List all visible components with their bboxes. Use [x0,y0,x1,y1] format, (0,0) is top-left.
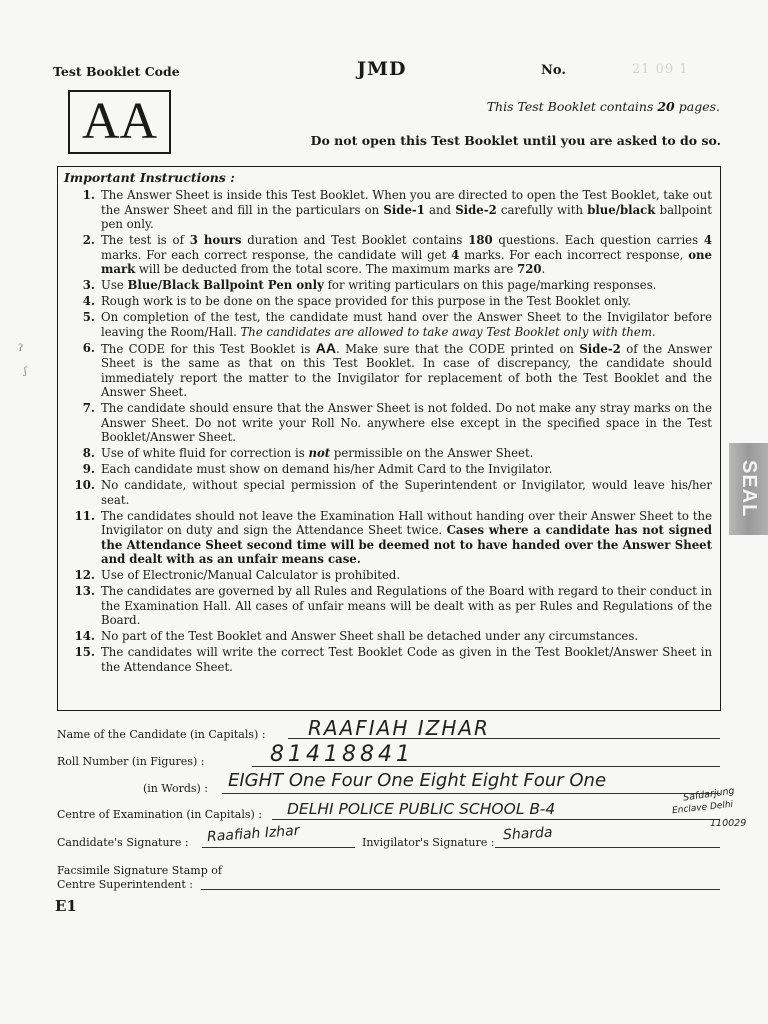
centre-extra-1: Safdarjung [682,785,736,804]
instruction-text: No candidate, without special permission of the Superintendent or Invigilator, would leave his/her seat. [101,478,712,507]
instruction-text: The CODE for this Test Booklet is AA. Make sure that the CODE printed on Side-2 of the Answer Sheet is the same as that on this Test Booklet. In case of discrepancy, the candidate should immediately report the matter to the Invigilator for replacement of both the Test Booklet and the Answer Sheet. [101,339,712,399]
instruction-number: 13. [74,584,95,598]
instruction-text: On completion of the test, the candidate must hand over the Answer Sheet to the Invigilator before leaving the Room/Hall. The candidates are allowed to take away Test Booklet only with them. [101,310,712,339]
instruction-text: The candidate should ensure that the Answer Sheet is not folded. Do not make any stray marks on the Answer Sheet. Do not write your Roll No. anywhere else except in the specified space in the Test Booklet/Answer Sheet. [101,401,712,444]
instruction-number: 2. [82,233,95,247]
instruction-text: The test is of 3 hours duration and Test Booklet contains 180 questions. Each question carries 4 marks. For each correct response, the candidate will get 4 marks. For each incorrect response, one mark will be deducted from the total score. The maximum marks are 720. [101,233,712,276]
margin-mark: ʔ [18,343,24,354]
candidate-signature-label: Candidate's Signature : [57,836,189,849]
page-count-note [487,99,720,114]
instruction-number: 8. [82,446,95,460]
do-not-open-warning: Do not open this Test Booklet until you are asked to do so. [310,133,721,148]
roll-figures-label: Roll Number (in Figures) : [57,755,205,768]
instruction-text: Each candidate must show on demand his/her Admit Card to the Invigilator. [101,462,553,476]
instruction-text: The candidates will write the correct Test Booklet Code as given in the Test Booklet/Answer Sheet in the Attendance Sheet. [101,645,712,674]
instructions-list [60,188,712,676]
facsimile-label-2: Centre Superintendent : [57,878,194,891]
instruction-text: The candidates should not leave the Examination Hall without handing over their Answer Sheet to the Invigilator on duty and sign the Attendance Sheet twice. Cases where a candidate has not signed the Attendance Sheet second time will be deemed not to have handed over the Answer Sheet and dealt with as an unfair means case. [101,508,712,566]
page-count-prefix: This Test Booklet contains [486,99,654,114]
roll-words-line [222,793,720,794]
facsimile-label-1: Facsimile Signature Stamp of [57,864,222,877]
instruction-text: Use of white fluid for correction is not permissible on the Answer Sheet. [101,446,534,460]
invigilator-signature-line [495,847,720,848]
instruction-item [60,584,712,628]
booklet-number-label: No. [541,63,566,78]
instruction-item [60,509,712,567]
instruction-number: 11. [74,508,95,523]
series-code: JMD [357,58,407,80]
instruction-item [60,278,712,293]
instruction-item [60,294,712,309]
seal-tab [729,443,768,535]
facsimile-line[interactable] [201,889,720,890]
instruction-item [60,310,712,339]
page-count: 20 [657,99,675,114]
candidate-signature-value[interactable]: Raafiah Izhar [206,822,300,846]
invigilator-signature-label: Invigilator's Signature : [362,836,495,849]
page-count-suffix: pages. [678,99,720,114]
candidate-name-value[interactable]: RAAFIAH IZHAR [308,716,490,740]
instruction-number: 10. [74,478,95,492]
page-code: E1 [55,897,77,915]
instruction-item [60,446,712,461]
roll-words-value[interactable]: EIGHT One Four One Eight Eight Four One [228,770,607,791]
instruction-text: The candidates are governed by all Rules and Regulations of the Board with regard to their conduct in the Examination Hall. All cases of unfair means will be dealt with as per Rules and Regulations of the Board. [101,584,712,627]
instruction-text: Rough work is to be done on the space provided for this purpose in the Test Booklet only. [101,294,632,308]
instruction-item [60,462,712,477]
instruction-item [60,188,712,232]
candidate-name-label: Name of the Candidate (in Capitals) : [57,728,266,741]
roll-figures-value[interactable]: 81418841 [270,742,414,767]
booklet-number-value: 21 09 1 [632,62,689,77]
instruction-text: No part of the Test Booklet and Answer Sheet shall be detached under any circumstances. [101,629,639,643]
centre-line [272,819,720,820]
instruction-number: 6. [82,340,95,355]
instruction-item [60,341,712,400]
booklet-code: AA [81,93,158,150]
instruction-item [60,233,712,277]
instruction-item [60,478,712,507]
instruction-number: 1. [82,188,95,202]
instruction-item [60,568,712,583]
booklet-code-box [68,90,171,154]
instruction-number: 15. [74,645,95,659]
instruction-number: 4. [82,294,95,308]
instruction-text: Use Blue/Black Ballpoint Pen only for writing particulars on this page/marking responses. [101,278,657,292]
centre-value[interactable]: DELHI POLICE PUBLIC SCHOOL B-4 [287,800,556,818]
centre-extra-2: Enclave Delhi [671,799,734,817]
test-booklet-code-label: Test Booklet Code [53,64,180,79]
margin-mark: ʃ [24,366,27,377]
instructions-title: Important Instructions : [64,170,235,185]
instruction-item [60,645,712,674]
invigilator-signature-value[interactable]: Sharda [502,824,553,844]
seal-text: SEAL [738,460,760,518]
instruction-item [60,629,712,644]
instruction-number: 12. [74,568,95,582]
instruction-number: 7. [82,401,95,415]
instruction-number: 14. [74,629,95,643]
centre-label: Centre of Examination (in Capitals) : [57,808,262,821]
roll-words-label: (in Words) : [143,782,209,795]
instruction-number: 9. [82,462,95,476]
instruction-text: Use of Electronic/Manual Calculator is prohibited. [101,568,401,582]
instruction-text: The Answer Sheet is inside this Test Booklet. When you are directed to open the Test Booklet, take out the Answer Sheet and fill in the particulars on Side-1 and Side-2 carefully with blue/black ballpoint pen only. [101,188,712,231]
instruction-number: 3. [82,278,95,292]
centre-extra-3: 110029 [710,818,747,829]
instruction-number: 5. [82,310,95,324]
instruction-item [60,401,712,445]
candidate-signature-line [202,847,355,848]
